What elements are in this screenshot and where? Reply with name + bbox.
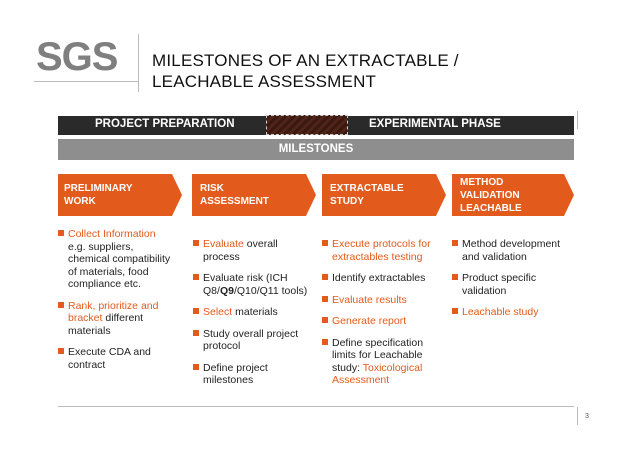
sgs-logo [34,32,138,78]
heading-line: VALIDATION [460,190,520,201]
heading-line: RISK [200,183,224,194]
square-bullet-icon [452,274,458,280]
slide-title [152,50,572,92]
square-bullet-icon [193,274,199,280]
logo-divider-horizontal [34,81,138,82]
bullet-text: materials [232,306,278,318]
square-bullet-icon [322,274,328,280]
chevron-label [200,182,269,208]
phase-transition-marker [266,115,348,135]
bullet-text: Leachable study [462,306,539,318]
bullet-item [322,272,438,285]
chevron-method-validation [452,174,574,216]
bullet-text: Method development and validation [462,238,561,263]
frame-tick [577,111,578,129]
bullet-text: overall process [203,238,278,263]
square-bullet-icon [193,308,199,314]
bullet-text: Rank, prioritize and bracket [68,299,159,324]
bullet-item [452,272,570,297]
bullet-item [193,238,309,263]
bullet-text: Q9 [219,284,234,297]
bullet-item [322,337,438,387]
bullet-item [193,272,309,297]
heading-line: ASSESSMENT [200,196,269,207]
phase-experimental: EXPERIMENTAL PHASE [369,118,501,130]
square-bullet-icon [322,339,328,345]
bullet-item [193,362,309,387]
chevron-label [330,182,404,208]
bullet-text: Define specification limits for Leachable study: [332,336,424,374]
bullet-text: Define project milestones [203,361,268,386]
bullet-text: e.g. suppliers, chemical compatibility of materials, food compliance etc. [68,240,171,290]
chevron-preliminary-work [58,174,182,216]
column-extractable-study [322,238,438,396]
bullet-item [58,346,174,371]
column-preliminary-work [58,228,174,380]
bullet-item [58,300,174,338]
svg-text:SGS: SGS [36,35,118,78]
bullet-text: Product specific validation [462,272,537,297]
square-bullet-icon [193,330,199,336]
phase-project-preparation: PROJECT PREPARATION [95,118,235,130]
square-bullet-icon [58,348,64,354]
bullet-item [193,306,309,319]
square-bullet-icon [193,240,199,246]
heading-line: STUDY [330,196,364,207]
chevron-label [460,176,522,215]
heading-line: EXTRACTABLE [330,183,404,194]
bullet-text: Identify extractables [332,272,426,284]
square-bullet-icon [322,317,328,323]
title-line-2: LEACHABLE ASSESSMENT [152,72,377,91]
heading-line: LEACHABLE [460,203,522,214]
chevron-risk-assessment [192,174,316,216]
bullet-text: Evaluate results [332,293,407,306]
bullet-item [193,328,309,353]
square-bullet-icon [452,308,458,314]
bullet-text: Generate report [332,315,407,327]
bullet-text: Evaluate [203,238,244,250]
bullet-item [452,238,570,263]
milestones-bar [58,139,574,160]
square-bullet-icon [193,364,199,370]
square-bullet-icon [322,240,328,246]
bullet-item [322,315,438,328]
square-bullet-icon [452,240,458,246]
bullet-text: Execute protocols for extractables testing [332,238,431,263]
column-risk-assessment [193,238,309,396]
square-bullet-icon [58,302,64,308]
bullet-text: Toxicological Assessment [332,361,423,386]
bullet-text: different materials [68,312,144,337]
bullet-text: /Q10/Q11 tools) [233,284,308,297]
footer-divider [58,406,574,407]
heading-line: WORK [64,196,96,207]
heading-line: PRELIMINARY [64,183,133,194]
square-bullet-icon [58,230,64,236]
title-line-1: MILESTONES OF AN EXTRACTABLE / [152,51,459,70]
logo-divider-vertical [138,34,139,92]
chevron-label [64,182,133,208]
bullet-text: Study overall project protocol [203,327,299,352]
square-bullet-icon [322,296,328,302]
heading-line: METHOD [460,177,504,188]
milestones-label: MILESTONES [278,143,354,155]
bullet-text: Execute CDA and contract [68,346,151,371]
bullet-text: Evaluate risk (ICH Q8/ [203,272,288,297]
bullet-text: Select [203,306,233,318]
bullet-item [322,294,438,307]
bullet-item [322,238,438,263]
bullet-item [58,228,174,291]
column-method-validation [452,238,570,328]
chevron-extractable-study [322,174,446,216]
bullet-text: Collect Information [68,228,156,240]
bullet-item [452,306,570,319]
page-number: 3 [585,413,589,420]
frame-tick [577,407,578,425]
